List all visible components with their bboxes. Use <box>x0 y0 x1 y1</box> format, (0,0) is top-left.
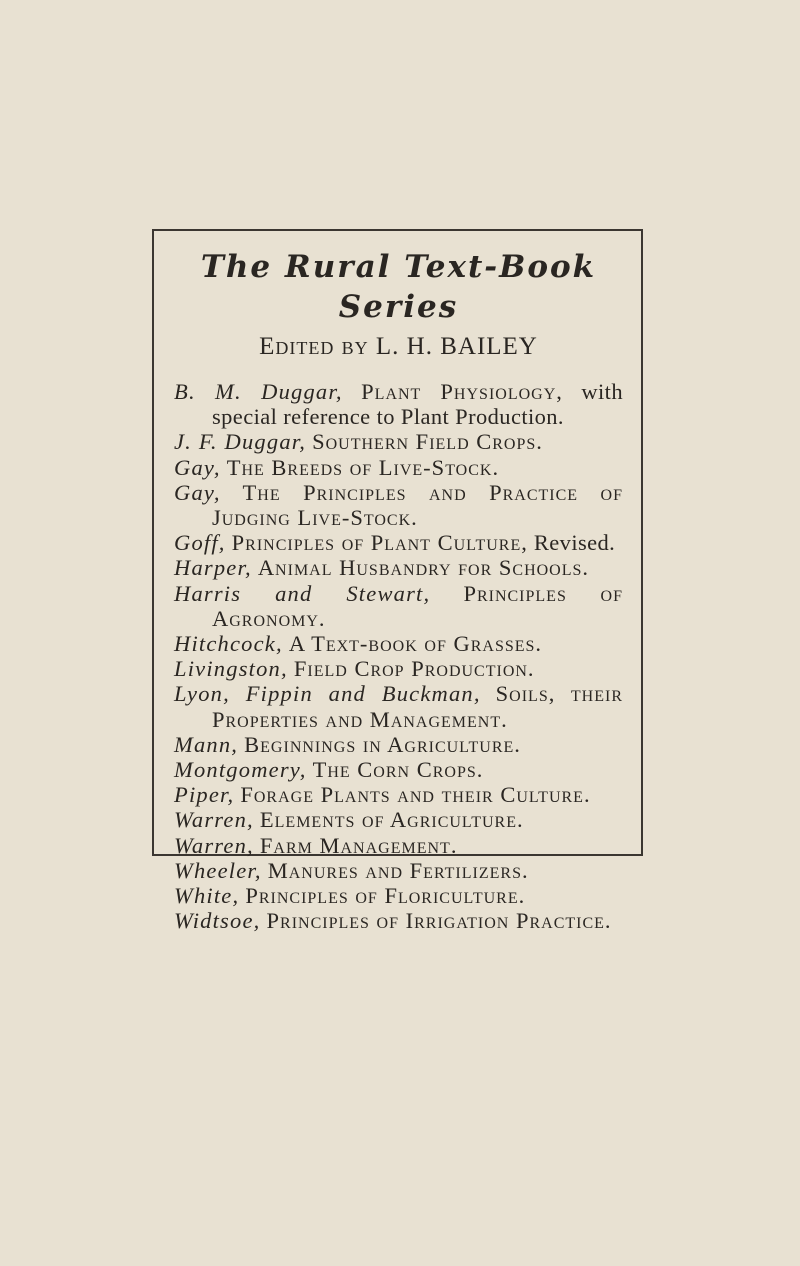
list-item <box>174 681 623 731</box>
editor-line <box>174 329 623 365</box>
list-item <box>174 732 623 757</box>
list-item <box>174 480 623 530</box>
list-item <box>174 379 623 429</box>
book-title: Soils, their Properties and Management. <box>212 681 624 732</box>
book-author: Warren, <box>174 832 254 858</box>
book-title: Principles of Plant Culture, <box>231 530 528 556</box>
list-item <box>174 530 623 555</box>
list-item <box>174 757 623 782</box>
list-item <box>174 833 623 858</box>
list-item <box>174 908 623 933</box>
book-author: Mann, <box>174 731 239 757</box>
book-title: Field Crop Production. <box>293 656 535 682</box>
book-title: Beginnings in Agriculture. <box>244 731 521 757</box>
book-author: Harper, <box>174 555 252 581</box>
book-author: Lyon, Fippin and Buckman, <box>174 681 481 707</box>
book-author: Warren, <box>174 807 254 833</box>
book-title: Forage Plants and their Culture. <box>240 782 591 808</box>
list-item <box>174 631 623 656</box>
editor-name: L. H. BAILEY <box>375 333 538 360</box>
book-title: Elements of Agriculture. <box>259 807 524 833</box>
book-author: Livingston, <box>174 656 288 682</box>
book-author: B. M. Duggar, <box>174 379 343 404</box>
book-list <box>174 379 623 933</box>
book-author: Montgomery, <box>174 757 307 783</box>
list-item <box>174 555 623 580</box>
editor-prefix: Edited by <box>259 333 369 360</box>
book-title: Manures and Fertilizers. <box>267 857 529 883</box>
book-author: Harris and Stewart, <box>174 580 431 606</box>
book-title: Principles of Agronomy. <box>212 580 623 631</box>
book-author: Gay, <box>174 454 221 480</box>
series-advertisement-box <box>152 229 643 934</box>
list-item <box>174 883 623 908</box>
book-author: White, <box>174 883 240 909</box>
list-item <box>174 455 623 480</box>
book-author: Hitchcock, <box>174 631 283 657</box>
list-item <box>174 807 623 832</box>
list-item <box>174 858 623 883</box>
book-author: Goff, <box>174 530 226 556</box>
book-author: Piper, <box>174 782 235 808</box>
book-title: Principles of Floriculture. <box>245 883 526 909</box>
book-author: Widtsoe, <box>174 908 261 934</box>
book-note: Revised. <box>527 530 616 556</box>
book-note: with special reference to Plant Production. <box>212 379 623 430</box>
book-title: Farm Management. <box>259 832 458 858</box>
list-item <box>174 656 623 681</box>
book-title: Southern Field Crops. <box>312 429 543 455</box>
book-title: The Principles and Practice of Judging Live-Stock. <box>212 479 623 531</box>
book-title: Plant Physiology, <box>361 379 563 404</box>
series-title: The Rural Text-Book Series <box>200 249 597 325</box>
list-item <box>174 782 623 807</box>
list-item <box>174 429 623 454</box>
book-title: Animal Husbandry for Schools. <box>257 555 590 581</box>
book-author: Gay, <box>174 479 221 505</box>
book-author: Wheeler, <box>174 857 262 883</box>
book-title: The Breeds of Live-Stock. <box>226 454 500 480</box>
book-title: The Corn Crops. <box>312 757 484 783</box>
book-title: Principles of Irrigation Practice. <box>266 908 612 934</box>
book-title: A Text-book of Grasses. <box>288 631 543 657</box>
book-author: J. F. Duggar, <box>174 429 307 455</box>
list-item <box>174 581 623 631</box>
